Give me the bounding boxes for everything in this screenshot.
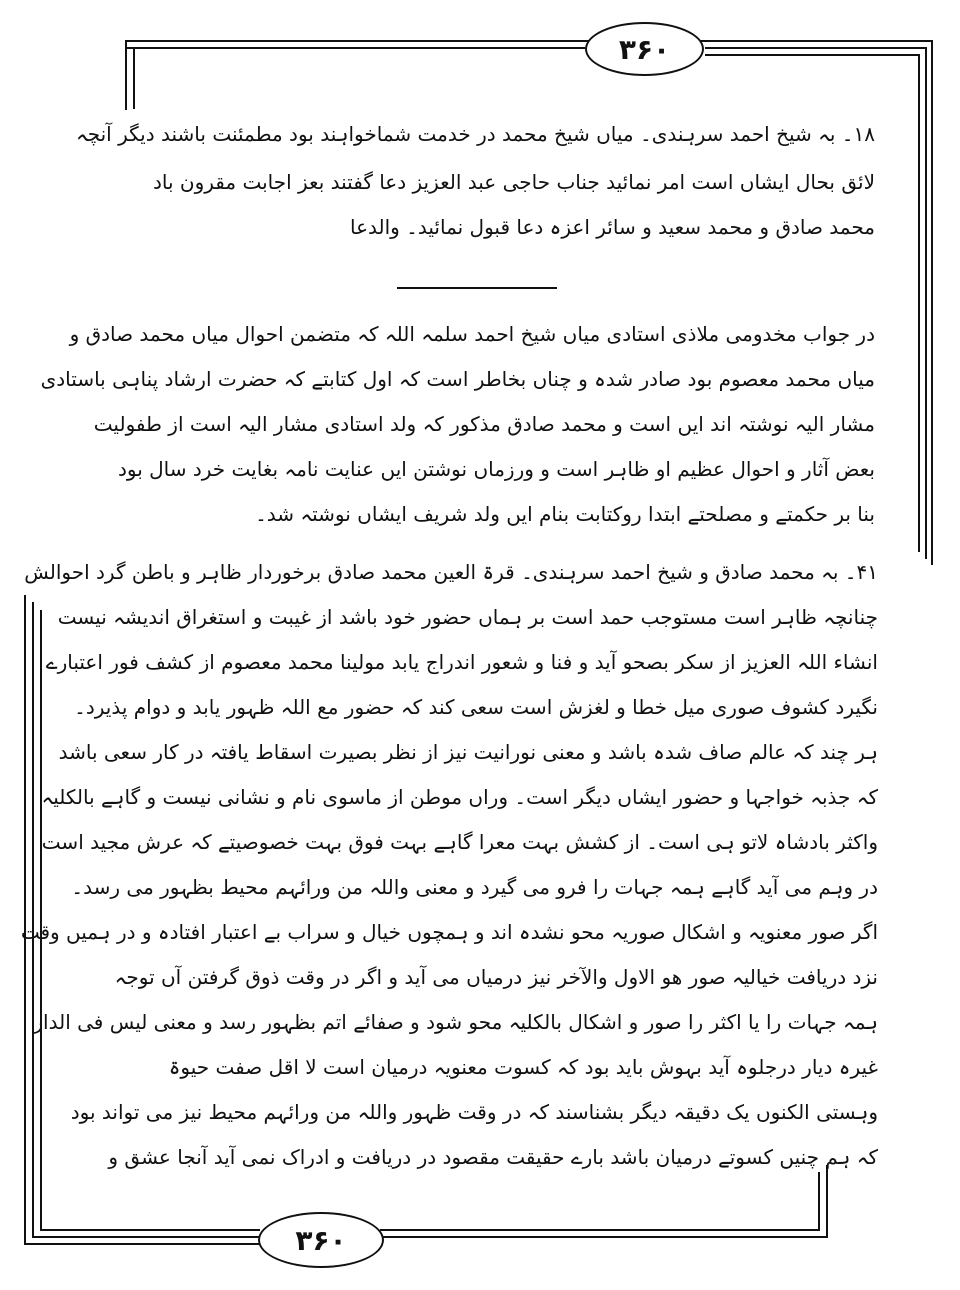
note-line-1: در جواب مخدومی ملاذی استادی میاں شیخ احمد سلمہ اللہ کہ متضمن احوال میاں محمد صادق و (69, 322, 875, 346)
note-line-4: بعض آثار و احوال عظیم او ظاہر است و ورزماں نوشتن ایں عنایت نامہ بغایت خرد سال بود (117, 457, 875, 481)
note-paragraph (40, 322, 875, 552)
page-number-bottom-text: ۳۶۰ (295, 1223, 347, 1257)
frame-bottom-right-2 (380, 1229, 820, 1231)
letter-41-line-6: کہ جذبہ خواجہا و حضور ایشاں دیگر است۔ وراں موطن از ماسوی نام و نشانی نیست و گاہے بالکلیہ (41, 785, 878, 809)
letter-41-line-1: ۴۱۔ بہ محمد صادق و شیخ احمد سرہندی۔ قرۃ العین محمد صادق برخوردار ظاہر و باطن گرد احوالش (24, 560, 878, 584)
frame-left-top-outer (125, 40, 127, 110)
letter-41-line-10: نزد دریافت خیالیہ صور ھو الاول والآخر نیز درمیاں می آید و اگر در وقت ذوق گرفتن آں توجہ (114, 965, 878, 989)
letter-41-line-4: نگیرد کشوف صوری میل خطا و لغزش است سعی کند کہ حضور مع اللہ ظہور یابد و دوام پذیرد۔ (74, 695, 878, 719)
letter-41-line-5: ہر چند کہ عالم صاف شدہ باشد و معنی نورانیت نیز از نظر بصیرت اسقاط یافتہ در کار سعی باشد (58, 740, 878, 764)
frame-bottom-right-1 (380, 1236, 826, 1238)
letter-41-line-8: در وہم می آید گاہے ہمہ جہات را فرو می گیرد و معنی واللہ من ورائہم محیط بظہور می رسد۔ (71, 875, 878, 899)
letter-41-line-14: کہ ہم چنیں کسوتے درمیان باشد بارے حقیقت مقصود در دریافت و ادراک نمی آید آنجا عشق و (108, 1145, 878, 1169)
frame-right-mid (925, 47, 927, 559)
letter-18 (75, 122, 875, 252)
letter-41-line-9: اگر صور معنویہ و اشکال صوریہ محو نشدہ اند و ہمچوں خیال و سراب بے اعتبار افتادہ و در ہمیں وقت (20, 920, 878, 944)
letter-41-line-12: غیرہ دیار درجلوہ آید بہوش باید بود کہ کسوت معنویہ درمیان است لا اقل صفت حیوۃ (168, 1055, 878, 1079)
letter-41-line-7: واکثر بادشاہ لاتو ہی است۔ از کشش بہت معرا گاہے بہت فوق بہت خصوصیتے کہ عرش مجید است (41, 830, 878, 854)
frame-top-right-inner (705, 47, 927, 49)
note-line-5: بنا بر حکمتے و مصلحتے ابتدا روکتابت بنام ایں ولد شریف ایشاں نوشتہ شد۔ (255, 502, 875, 526)
frame-top-outer (125, 40, 590, 42)
note-line-3: مشار الیہ نوشتہ اند ایں است و محمد صادق مذکور کہ ولد استادی مشار الیہ است از طفولیت (93, 412, 875, 436)
letter-18-line-3: محمد صادق و محمد سعید و سائر اعزہ دعا قبول نمائید۔ والدعا (349, 215, 875, 239)
frame-top-right-3 (705, 54, 920, 56)
frame-right-inner (918, 54, 920, 552)
section-divider (397, 287, 557, 289)
letter-18-line-2: لائق بحال ایشاں است امر نمائید جناب حاجی عبد العزیز دعا گفتند بعز اجابت مقرون باد (152, 170, 875, 194)
frame-right-outer (931, 40, 933, 565)
letter-18-line-1: ۱۸۔ بہ شیخ احمد سرہندی۔ میاں شیخ محمد در خدمت شماخواہند بود مطمئنت باشند دیگر آنچہ (75, 122, 875, 146)
letter-41-line-13: وہستی الکنوں یک دقیقہ دیگر بشناسند کہ در وقت ظہور واللہ من ورائہم محیط نیز می تواند بود (70, 1100, 878, 1124)
letter-41-line-11: ہمہ جہات را یا اکثر را صور و اشکال بالکلیہ محو شود و صفائے اتم بظہور رسد و معنی لیس فی الدار (33, 1010, 878, 1034)
letter-41-line-3: انشاء اللہ العزیز از سکر بصحو آید و فنا و شعور اندراج یابد مولینا محمد معصوم از کشف فور اعتبارے (45, 650, 878, 674)
page-number-top-text: ۳۶۰ (618, 32, 671, 66)
letter-41 (20, 560, 878, 1210)
frame-left-top-inner (133, 47, 135, 109)
page-number-top (585, 22, 704, 76)
frame-bottom-left-2 (32, 1236, 260, 1238)
frame-bottom-left-1 (24, 1243, 260, 1245)
note-line-2: میاں محمد معصوم بود صادر شدہ و چناں بخاطر است کہ اول کتابتے کہ حضرت ارشاد پناہی باستادی (40, 367, 875, 391)
page-number-bottom (258, 1212, 384, 1268)
letter-41-line-2: چنانچہ ظاہر است مستوجب حمد است بر ہماں حضور خود باشد از غیبت و استغراق اندیشہ نیست (57, 605, 878, 629)
frame-top-right-outer (700, 40, 933, 42)
frame-bottom-left-3 (40, 1229, 260, 1231)
frame-top-inner (125, 47, 585, 49)
